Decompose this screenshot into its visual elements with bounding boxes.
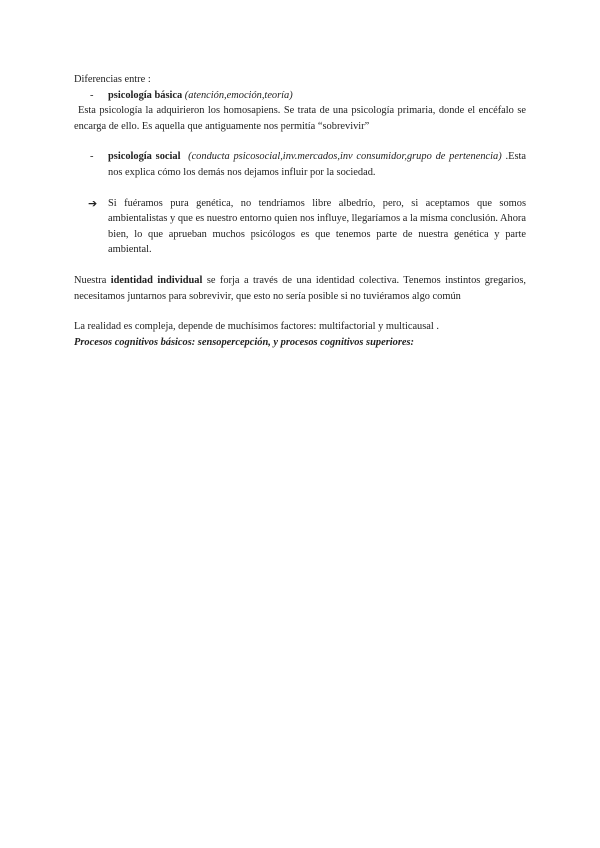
list-item-social xyxy=(74,149,526,180)
detail-social: (conducta psicosocial,inv.mercados,inv consumidor,grupo de pertenencia) xyxy=(188,151,502,163)
arrow-right-icon: ➔ xyxy=(88,196,98,210)
intro-line: Diferencias entre : xyxy=(74,74,151,85)
list-item-basic xyxy=(74,88,526,104)
basic-paragraph: Esta psicología la adquirieron los homosapiens. Se trata de una psicología primaria, donde el encéfalo se encarga de ello. Es aquella que antiguamente nos permitía “sobrevivir” xyxy=(74,105,526,132)
social-explanation: .Esta nos explica cómo los demás nos dejamos influir por la sociedad. xyxy=(108,151,526,178)
dash-bullet: - xyxy=(90,89,94,101)
identity-before: Nuestra xyxy=(74,274,111,286)
term-social: psicología social xyxy=(108,151,181,163)
detail-basic: (atención,emoción,teoría) xyxy=(184,89,293,101)
document-body xyxy=(74,72,526,350)
cognitive-line: Procesos cognitivos básicos: sensopercepción, y procesos cognitivos superiores: xyxy=(74,336,414,348)
arrow-list-item xyxy=(74,196,526,258)
identity-after: se forja a través de una identidad colectiva. Tenemos instintos gregarios, necesitamos juntarnos para sobrevivir, que esto no sería posible si no tuviéramos algo común xyxy=(74,274,526,302)
reality-line: La realidad es compleja, depende de muchísimos factores: multifactorial y multicausal . xyxy=(74,321,439,333)
term-basic: psicología básica xyxy=(108,89,183,101)
identity-paragraph xyxy=(74,273,526,304)
dash-bullet: - xyxy=(90,151,94,163)
arrow-paragraph: Si fuéramos pura genética, no tendríamos libre albedrío, pero, si aceptamos que somos ambientalistas y que es nuestro entorno quien nos influye, llegaríamos a la misma conclusión. Ahora bien, lo que aprueban muchos psicólogos es que tenemos parte de nuestra genética y parte ambiental. xyxy=(108,197,526,256)
term-identity: identidad individual xyxy=(110,274,203,286)
